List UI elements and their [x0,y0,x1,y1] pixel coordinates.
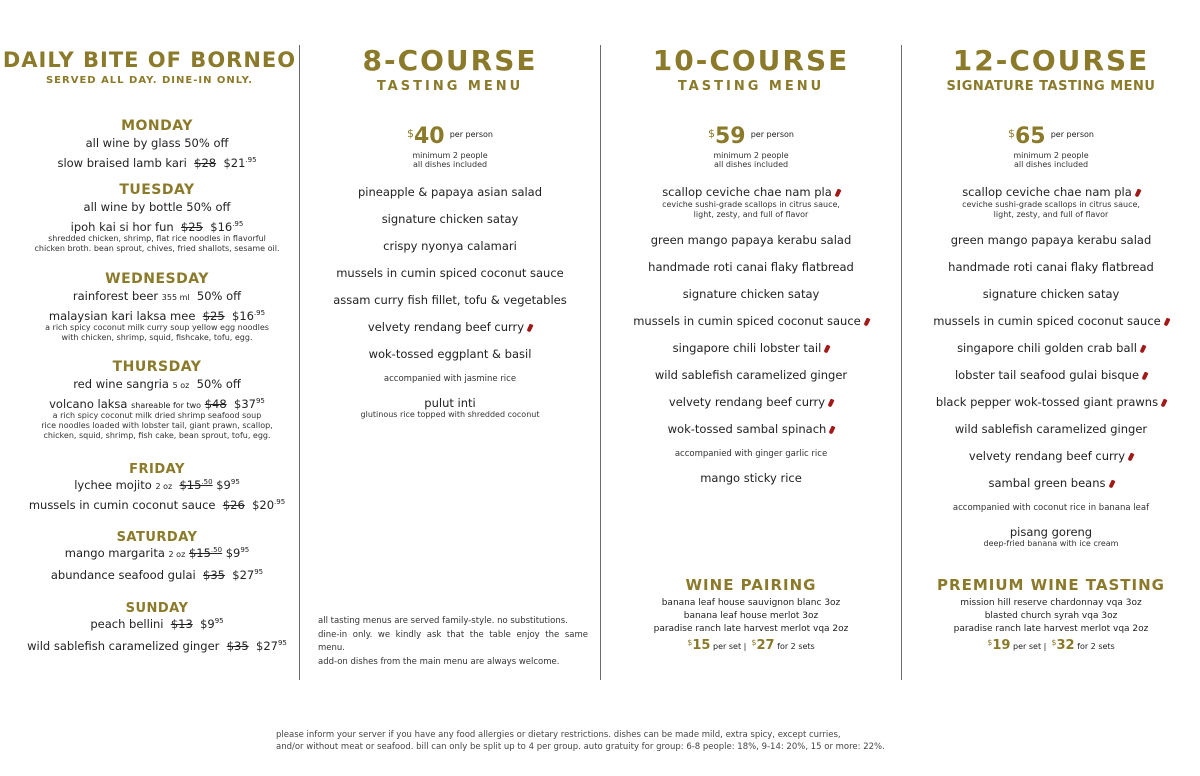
old-price: $\$15^{.50}$ [179,478,213,492]
course-item: singapore chili lobster tail [601,341,901,355]
wine-line: banana leaf house merlot 3oz [683,611,819,621]
wine-price: $15 per set | $27 for 2 sets [687,638,815,653]
course-item: crispy nyonya calamari [383,239,517,253]
new-price: $16 [210,220,233,234]
course-item: green mango papaya kerabu salad [950,233,1152,247]
course-item: signature chicken satay [982,287,1120,301]
course-item: velvety rendang beef curry [300,320,600,334]
accompaniment-note: accompanied with ginger garlic rice [674,449,828,459]
tasting-menu-notes: all tasting menus are served family-style. no substitutions. dine-in only. we kindly ask that the table enjoy the same menu. add-on dishes from the main menu are always welcome. [318,616,588,667]
course-item: handmade roti canai flaky flatbread [948,260,1154,274]
menu-title: 10-COURSE [652,44,850,77]
course-item: wild sablefish caramelized ginger [954,422,1148,436]
wednesday-section [0,271,314,343]
chili-spicy-icon [527,323,534,332]
new-price: $9 [216,478,231,492]
price-block: $59 per person [708,124,794,149]
monday-section [0,118,314,170]
day-heading: MONDAY [121,118,193,134]
course-item: velvety rendang beef curry [902,449,1200,463]
course-item: black pepper wok-tossed giant prawns [902,395,1200,409]
sunday-section [0,601,314,653]
chili-spicy-icon [828,398,835,407]
special-line: peach bellini $13 $\$9^{95}$ [90,617,224,631]
price-block: $65 per person [1008,124,1094,149]
dessert-item: mango sticky rice [700,471,802,485]
course-item: mussels in cumin spiced coconut sauce [902,314,1200,328]
new-price: $27 [232,568,255,582]
course-item: scallop ceviche chae nam pla ceviche sushi-grade scallops in citrus sauce, light, zesty, and full of flavor [662,185,840,219]
dish-description: shredded chicken, shrimp, flat rice noodles in flavorful [48,234,266,243]
wine-pairing-block [601,576,901,653]
course-item: scallop ceviche chae nam pla ceviche sushi-grade scallops in citrus sauce, light, zesty, and full of flavor [962,185,1140,219]
accompaniment-note: accompanied with jasmine rice [383,374,517,384]
thursday-section [0,359,314,441]
special-line: mussels in cumin coconut sauce $26 $\$20^{.95}$ [28,498,286,512]
old-price: $48 [204,397,227,411]
dish-description: a rich spicy coconut milk curry soup yellow egg noodles [45,323,269,332]
chili-spicy-icon [1163,317,1170,326]
course-item: singapore chili golden crab ball [902,341,1200,355]
menu-price: 65 [1015,124,1046,149]
course-item: wok-tossed sambal spinach [601,422,901,436]
course-item: signature chicken satay [682,287,820,301]
old-price: $13 [170,617,193,631]
chili-spicy-icon [824,344,831,353]
price-note: all dishes included [412,160,488,169]
dish-description: chicken, squid, shrimp, fish cake, bean sprout, tofu, egg. [43,431,271,440]
menu-price: 59 [715,124,746,149]
special-line: abundance seafood gulai $35 $\$27^{95}$ [50,568,264,582]
tuesday-section [0,182,314,254]
special-line: all wine by bottle 50% off [83,200,231,214]
special-line: volcano laksa shareable for two $48 $\$37^{95}$ [49,397,265,411]
day-heading: THURSDAY [112,359,202,375]
dish-description: rice noodles loaded with lobster tail, giant prawn, scallop, [41,421,273,430]
course-item: mussels in cumin spiced coconut sauce [601,314,901,328]
dish-description: with chicken, shrimp, squid, fishcake, tofu, egg. [61,333,253,342]
price-note: minimum 2 people [1013,151,1089,160]
price-block: $40 per person [407,124,493,149]
chili-spicy-icon [834,188,841,197]
menu-subtitle: TASTING MENU [677,79,825,94]
dessert-item: pisang goreng [1009,525,1093,539]
special-line: ipoh kai si hor fun $25 $\$16^{.95}$ [70,220,244,234]
special-line: slow braised lamb kari $28 $\$21^{.95}$ [57,156,257,170]
chili-spicy-icon [1128,452,1135,461]
course-list [300,185,600,420]
new-price: $20 [252,498,275,512]
menu-price: 40 [414,124,445,149]
chili-spicy-icon [1139,344,1146,353]
new-price: $9 [200,617,215,631]
dessert-item: pulut inti [424,396,476,410]
chili-spicy-icon [829,425,836,434]
old-price: $25 [180,220,203,234]
daily-specials-column [0,0,299,680]
course-list [902,185,1200,549]
price-note: all dishes included [713,160,789,169]
wine-tasting-title: PREMIUM WINE TASTING [937,576,1165,594]
menu-title: 12-COURSE [952,44,1150,77]
menu-subtitle: SIGNATURE TASTING MENU [946,79,1156,94]
dessert-description: glutinous rice topped with shredded coconut [360,410,540,419]
course-item: lobster tail seafood gulai bisque [902,368,1200,382]
special-line: red wine sangria 5 oz 50% off [73,377,241,391]
eight-course-column [300,0,600,680]
accompaniment-note: accompanied with coconut rice in banana leaf [952,503,1150,513]
course-item: pineapple & papaya asian salad [357,185,543,199]
twelve-course-column [902,0,1200,680]
day-heading: FRIDAY [129,462,185,477]
day-heading: TUESDAY [119,182,195,198]
chili-spicy-icon [863,317,870,326]
price-note: minimum 2 people [412,151,488,160]
premium-wine-block [902,576,1200,653]
wine-pairing-title: WINE PAIRING [685,576,817,594]
footer-note: please inform your server if you have any food allergies or dietary restrictions. dishes can be made mild, extra spicy, except curries, and/or without meat or seafood. bill can only be split up to 4 per group. auto gratuity for group: 6-8 people: 18%, 9-14: 20%, 15 or more: 22%. [276,730,885,752]
course-item: assam curry fish fillet, tofu & vegetables [333,293,567,307]
special-line: lychee mojito 2 oz $\$15^{.50}$ $\$9^{95}$ [74,478,240,492]
course-item: velvety rendang beef curry [601,395,901,409]
price-note: minimum 2 people [713,151,789,160]
course-item: green mango papaya kerabu salad [650,233,852,247]
wine-line: paradise ranch late harvest merlot vqa 2oz [653,624,849,634]
wine-price: $19 per set | $32 for 2 sets [987,638,1115,653]
chili-spicy-icon [1161,398,1168,407]
course-item: sambal green beans [902,476,1200,490]
old-price: $35 [226,639,249,653]
special-line: all wine by glass 50% off [85,136,229,150]
chili-spicy-icon [1108,479,1115,488]
wine-line: mission hill reserve chardonnay vqa 3oz [960,598,1142,608]
old-price: $25 [202,309,225,323]
course-item: wild sablefish caramelized ginger [654,368,848,382]
new-price: $27 [256,639,278,653]
dish-description: a rich spicy coconut milk dried shrimp seafood soup [52,411,262,420]
menu-title: 8-COURSE [362,44,538,77]
special-line: malaysian kari laksa mee $25 $\$16^{.95}$ [48,309,266,323]
special-line: mango margarita 2 oz $\$15^{.50}$ $\$9^{95}$ [64,546,250,560]
day-heading: SATURDAY [116,530,198,545]
new-price: $37 [234,397,256,411]
chili-spicy-icon [1142,371,1149,380]
course-item: handmade roti canai flaky flatbread [648,260,854,274]
wine-line: paradise ranch late harvest merlot vqa 2oz [953,624,1149,634]
dessert-description: deep-fried banana with ice cream [983,539,1119,548]
friday-section [0,462,314,512]
old-price: $26 [222,498,245,512]
dish-description: chicken broth. bean sprout, chives, fried shallots, sesame oil. [34,244,280,253]
old-price: $35 [203,568,225,582]
day-heading: WEDNESDAY [105,271,209,287]
menu-subtitle: TASTING MENU [376,79,524,94]
course-list [601,185,901,498]
chili-spicy-icon [1134,188,1141,197]
special-line: rainforest beer 355 ml 50% off [72,289,242,303]
ten-course-column [601,0,901,680]
old-price: $\$15^{.50}$ [188,546,223,560]
old-price: $28 [194,156,217,170]
course-item: signature chicken satay [381,212,519,226]
wine-line: banana leaf house sauvignon blanc 3oz [661,598,841,608]
new-price: $21 [223,156,246,170]
special-line: wild sablefish caramelized ginger $35 $\$27^{95}$ [27,639,287,653]
new-price: $16 [232,309,254,323]
course-item: wok-tossed eggplant & basil [368,347,532,361]
wine-line: blasted church syrah vqa 3oz [984,611,1118,621]
day-heading: SUNDAY [125,601,189,616]
daily-title: DAILY BITE OF BORNEO [2,48,297,72]
saturday-section [0,530,314,582]
price-note: all dishes included [1013,160,1089,169]
course-item: mussels in cumin spiced coconut sauce [336,266,564,280]
daily-subtitle: SERVED ALL DAY. DINE-IN ONLY. [45,75,253,86]
new-price: $9 [225,546,241,560]
